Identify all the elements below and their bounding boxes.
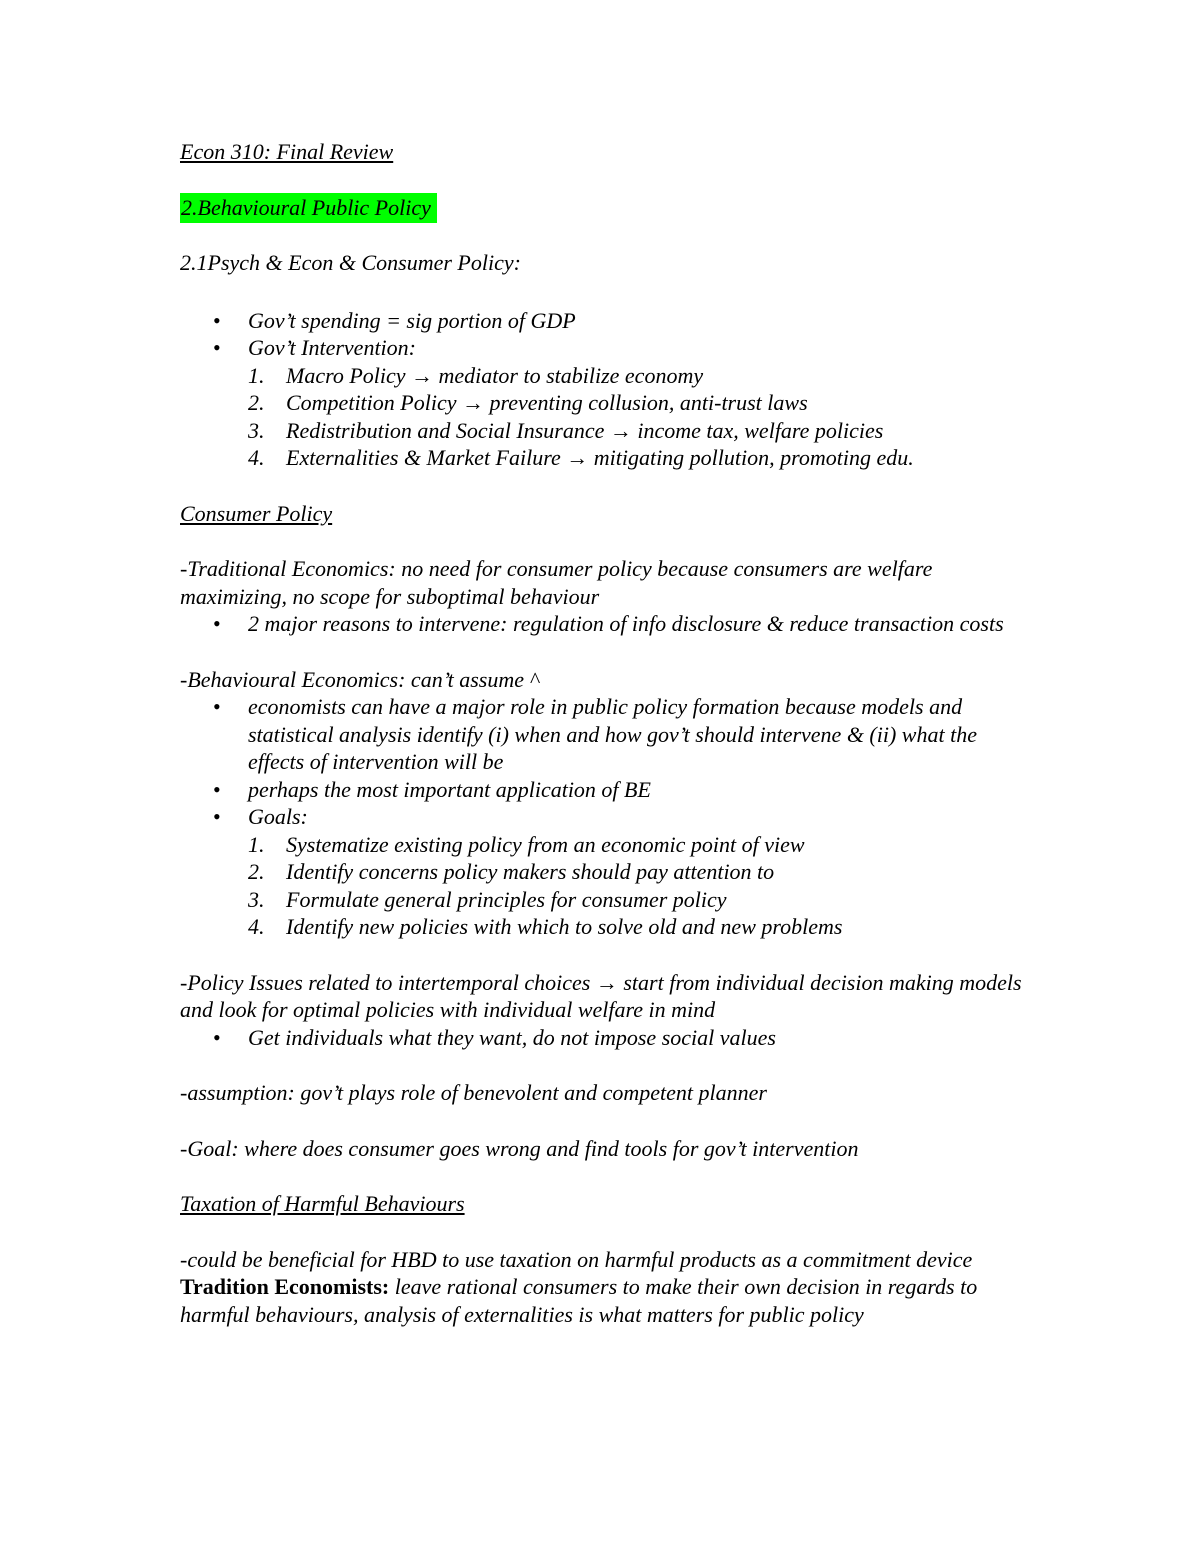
numbered-text: Competition Policy → preventing collusion, anti-trust laws: [286, 390, 808, 415]
tradition-economists-text: leave rational consumers to make their own decision in regards to harmful behaviours, analysis of externalities is what matters for public policy: [180, 1274, 978, 1327]
number-marker: 4.: [248, 445, 265, 470]
numbered-text: Macro Policy → mediator to stabilize economy: [286, 362, 704, 388]
bullet-marker: •: [213, 307, 221, 333]
bullet-text: perhaps the most important application of BE: [248, 776, 651, 802]
numbered-item: [180, 831, 1022, 859]
traditional-bullet-list: [180, 610, 1022, 638]
section-heading-line: [180, 194, 1022, 222]
bullet-marker: •: [213, 804, 221, 829]
numbered-item: [180, 362, 1022, 390]
numbered-item: [180, 886, 1022, 914]
list-item: [180, 334, 1022, 362]
traditional-economics-paragraph: -Traditional Economics: no need for consumer policy because consumers are welfare maximizing, no scope for suboptimal behaviour: [180, 556, 933, 609]
number-marker: 2.: [248, 859, 265, 884]
number-marker: 1.: [248, 362, 265, 388]
numbered-item: [180, 913, 1022, 941]
numbered-text: Redistribution and Social Insurance → income tax, welfare policies: [286, 417, 884, 443]
number-marker: 2.: [248, 390, 265, 415]
numbered-item: [180, 858, 1022, 886]
bullet-text: Gov’t spending = sig portion of GDP: [248, 307, 576, 333]
number-marker: 4.: [248, 914, 265, 939]
list-item: [180, 610, 1022, 638]
taxation-heading: Taxation of Harmful Behaviours: [180, 1191, 465, 1216]
numbered-item: [180, 389, 1022, 417]
numbered-item: [180, 417, 1022, 445]
assumption-paragraph: -assumption: gov’t plays role of benevolent and competent planner: [180, 1080, 767, 1105]
list-item: [180, 307, 1022, 335]
consumer-policy-heading: Consumer Policy: [180, 500, 333, 526]
bullet-text: 2 major reasons to intervene: regulation of info disclosure & reduce transaction costs: [248, 611, 1004, 636]
policy-issues-paragraph: -Policy Issues related to intertemporal choices → start from individual decision making models and look for optimal policies with individual welfare in mind: [180, 969, 1022, 1022]
hbd-paragraph: -could be beneficial for HBD to use taxation on harmful products as a commitment device: [180, 1246, 973, 1272]
number-marker: 3.: [248, 886, 265, 912]
bullet-marker: •: [213, 1024, 221, 1050]
numbered-text: Formulate general principles for consumer policy: [286, 886, 727, 912]
goals-numbered-list: [180, 831, 1022, 941]
bullet-text: economists can have a major role in public policy formation because models and statistical analysis identify (i) when and how gov’t should intervene & (ii) what the effects of intervention will be: [248, 694, 977, 774]
bullet-marker: •: [213, 776, 221, 802]
number-marker: 1.: [248, 831, 265, 857]
behavioural-economics-paragraph: -Behavioural Economics: can’t assume ^: [180, 666, 539, 692]
behavioural-bullet-list: [180, 693, 1022, 831]
bullet-marker: •: [213, 694, 221, 719]
numbered-item: [180, 444, 1022, 472]
list-item: [180, 693, 1022, 776]
bullet-text: Goals:: [248, 804, 308, 829]
govt-numbered-list: [180, 362, 1022, 472]
list-item: [180, 776, 1022, 804]
subsection-heading: 2.1Psych & Econ & Consumer Policy:: [180, 250, 521, 275]
doc-title: Econ 310: Final Review: [180, 139, 394, 164]
policy-issues-bullet-list: [180, 1024, 1022, 1052]
bullet-marker: •: [213, 611, 221, 636]
tradition-economists-bold-label: Tradition Economists:: [180, 1274, 390, 1299]
numbered-text: Identify new policies with which to solve old and new problems: [286, 914, 843, 939]
section-heading-highlighted: 2.Behavioural Public Policy: [180, 193, 437, 223]
govt-bullet-list: [180, 307, 1022, 362]
bullet-text: Gov’t Intervention:: [248, 335, 416, 360]
list-item: [180, 803, 1022, 831]
bullet-marker: •: [213, 335, 221, 360]
goal-paragraph: -Goal: where does consumer goes wrong and find tools for gov’t intervention: [180, 1135, 859, 1161]
numbered-text: Identify concerns policy makers should pay attention to: [286, 859, 775, 884]
numbered-text: Externalities & Market Failure → mitigating pollution, promoting edu.: [286, 445, 914, 470]
number-marker: 3.: [248, 417, 265, 443]
bullet-text: Get individuals what they want, do not impose social values: [248, 1024, 776, 1050]
tradition-economists-paragraph: [180, 1273, 1022, 1328]
list-item: [180, 1024, 1022, 1052]
numbered-text: Systematize existing policy from an economic point of view: [286, 831, 805, 857]
